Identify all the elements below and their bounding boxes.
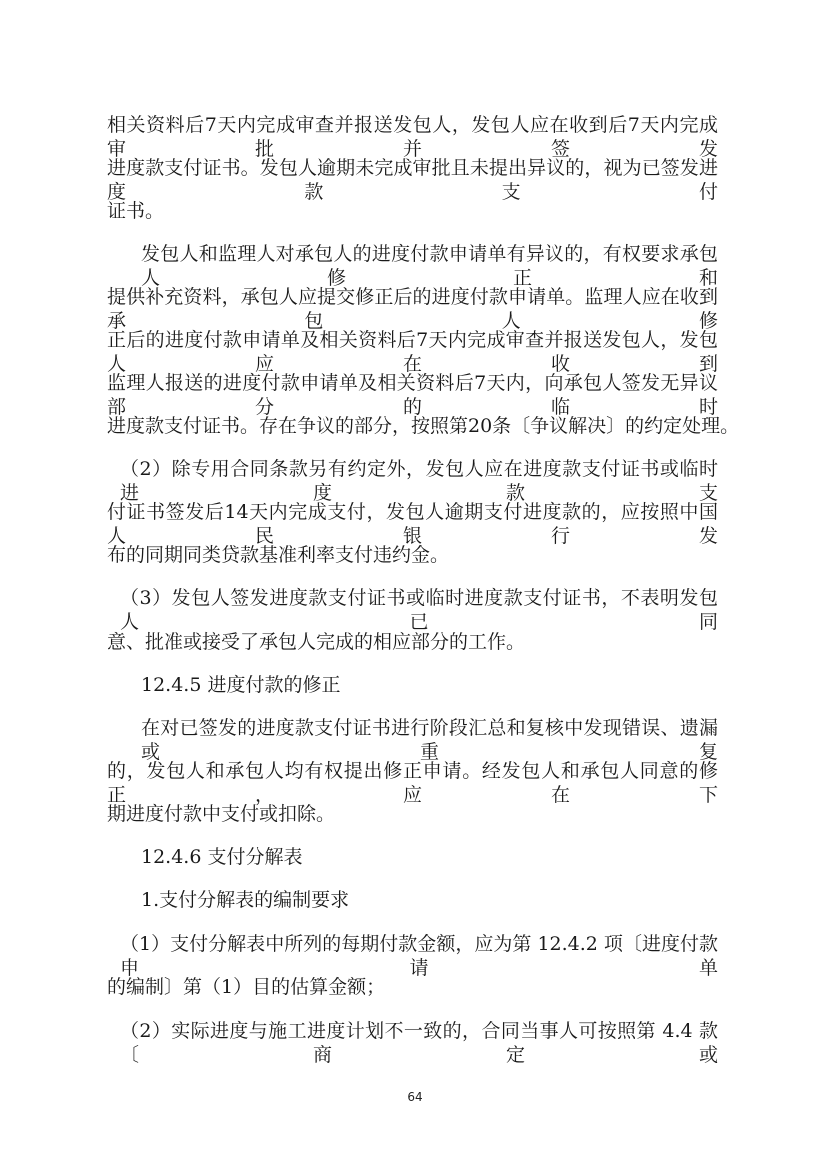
text-line: （2）除专用合同条款另有约定外，发包人应在进度款支付证书或临时进度款支 bbox=[120, 458, 718, 504]
text-line: 的编制〕第（1）目的估算金额； bbox=[107, 976, 386, 998]
text-line: 布的同期同类贷款基准利率支付违约金。 bbox=[107, 544, 450, 566]
text-line: 期进度付款中支付或扣除。 bbox=[107, 803, 336, 825]
page-number: 64 bbox=[407, 1090, 423, 1104]
text-line: 12.4.5 进度付款的修正 bbox=[141, 674, 341, 696]
text-line: 1.支付分解表的编制要求 bbox=[141, 889, 350, 911]
text-line: 12.4.6 支付分解表 bbox=[141, 846, 303, 868]
text-line: 证书。 bbox=[107, 200, 165, 222]
text-line: 发包人和监理人对承包人的进度付款申请单有异议的，有权要求承包人修正和 bbox=[141, 243, 718, 289]
text-line: 正后的进度付款申请单及相关资料后7天内完成审查并报送发包人，发包人应在收到 bbox=[107, 329, 718, 375]
text-line: 在对已签发的进度款支付证书进行阶段汇总和复核中发现错误、遗漏或重复 bbox=[141, 717, 718, 763]
text-line: （3）发包人签发进度款支付证书或临时进度款支付证书，不表明发包人已同 bbox=[120, 587, 718, 633]
text-line: 的，发包人和承包人均有权提出修正申请。经发包人和承包人同意的修正，应在下 bbox=[107, 760, 718, 806]
text-line: 付证书签发后14天内完成支付，发包人逾期支付进度款的，应按照中国人民银行发 bbox=[107, 501, 718, 547]
text-line: 进度款支付证书。发包人逾期未完成审批且未提出异议的，视为已签发进度款支付 bbox=[107, 157, 718, 203]
text-line: 进度款支付证书。存在争议的部分，按照第20条〔争议解决〕的约定处理。 bbox=[107, 415, 740, 437]
text-line: 监理人报送的进度付款申请单及相关资料后7天内，向承包人签发无异议部分的临时 bbox=[107, 372, 718, 418]
text-line: （2）实际进度与施工进度计划不一致的，合同当事人可按照第 4.4 款〔商定或 bbox=[120, 1020, 718, 1066]
text-line: 提供补充资料，承包人应提交修正后的进度付款申请单。监理人应在收到承包人修 bbox=[107, 286, 718, 332]
text-line: 意、批准或接受了承包人完成的相应部分的工作。 bbox=[107, 631, 526, 653]
text-line: （1）支付分解表中所列的每期付款金额，应为第 12.4.2 项〔进度付款申请单 bbox=[120, 933, 718, 979]
text-line: 相关资料后7天内完成审查并报送发包人，发包人应在收到后7天内完成审批并签发 bbox=[107, 114, 718, 160]
